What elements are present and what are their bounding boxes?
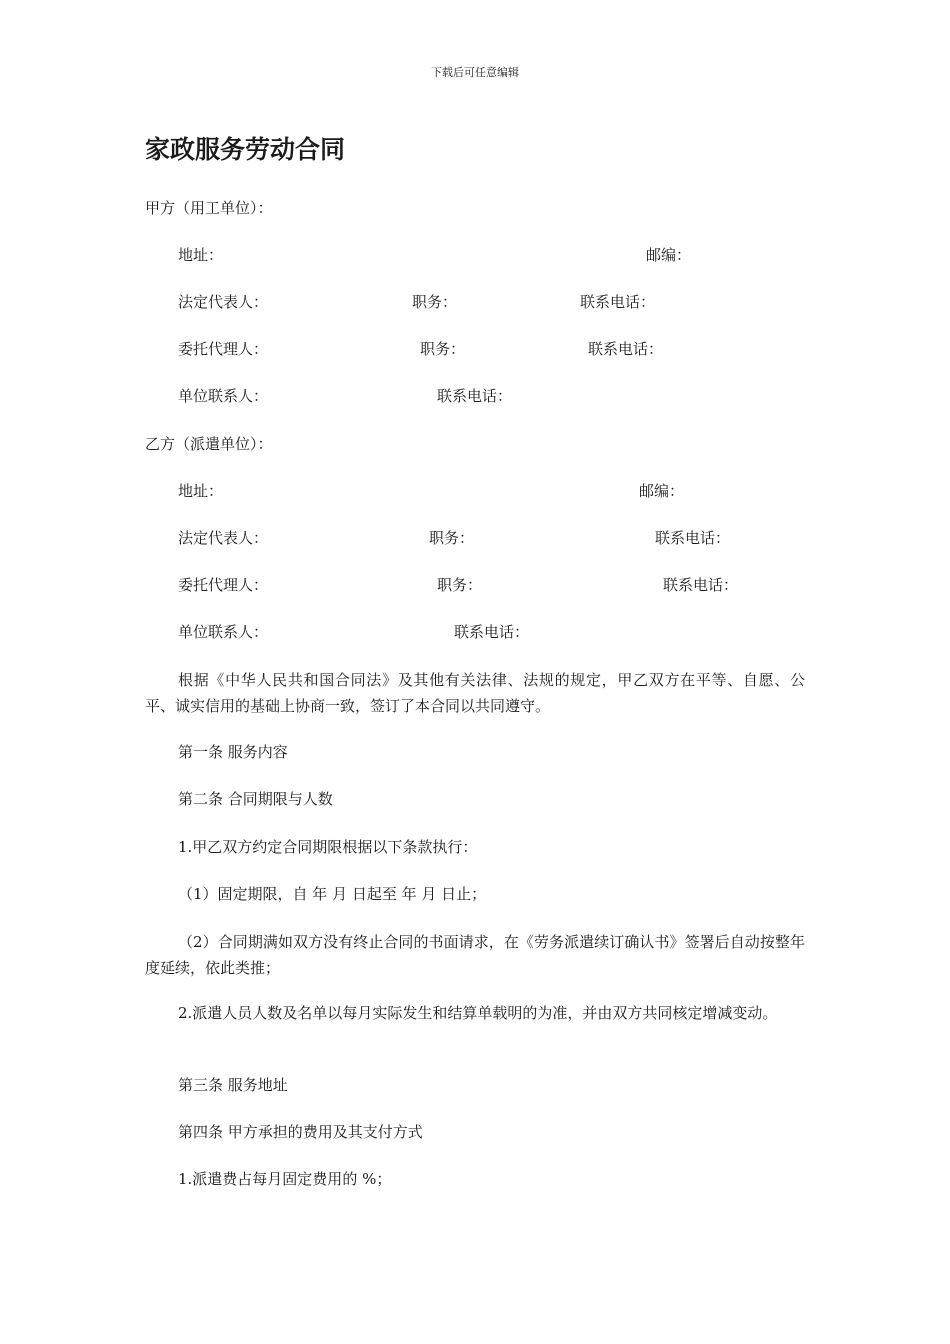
party-b-postcode-label: 邮编： bbox=[639, 482, 685, 500]
article-4-heading: 第四条 甲方承担的费用及其支付方式 bbox=[178, 1123, 423, 1141]
party-b-position-label: 职务： bbox=[429, 529, 475, 547]
party-b-agent-phone-label: 联系电话： bbox=[663, 576, 739, 594]
party-a-postcode-label: 邮编： bbox=[646, 246, 692, 264]
article-3-heading: 第三条 服务地址 bbox=[178, 1076, 288, 1094]
party-a-heading: 甲方（用工单位）： bbox=[145, 199, 273, 217]
party-b-contact-label: 单位联系人： bbox=[178, 623, 269, 641]
page-header-note: 下载后可任意编辑 bbox=[431, 66, 519, 79]
article-2-clause-1-item-2: （2）合同期满如双方没有终止合同的书面请求，在《劳务派遣续订确认书》签署后自动按整年度延续，依此类推； bbox=[145, 933, 805, 977]
party-a-contact-label: 单位联系人： bbox=[178, 387, 269, 405]
article-2-clause-1: 1.甲乙双方约定合同期限根据以下条款执行： bbox=[178, 838, 478, 856]
party-a-contact-phone-label: 联系电话： bbox=[437, 387, 513, 405]
preamble-paragraph: 根据《中华人民共和国合同法》及其他有关法律、法规的规定，甲乙双方在平等、自愿、公平、诚实信用的基础上协商一致，签订了本合同以共同遵守。 bbox=[145, 671, 805, 715]
document-title: 家政服务劳动合同 bbox=[145, 135, 346, 164]
party-b-agent-position-label: 职务： bbox=[437, 576, 483, 594]
party-a-position-label: 职务： bbox=[412, 293, 458, 311]
party-a-phone-label: 联系电话： bbox=[580, 293, 656, 311]
party-b-address-label: 地址： bbox=[178, 482, 224, 500]
article-1-heading: 第一条 服务内容 bbox=[178, 743, 288, 761]
article-2-heading: 第二条 合同期限与人数 bbox=[178, 790, 333, 808]
party-a-agent-phone-label: 联系电话： bbox=[588, 340, 664, 358]
party-b-contact-phone-label: 联系电话： bbox=[454, 623, 530, 641]
party-b-phone-label: 联系电话： bbox=[655, 529, 731, 547]
party-a-address-label: 地址： bbox=[178, 246, 224, 264]
party-a-legal-rep-label: 法定代表人： bbox=[178, 293, 269, 311]
party-b-legal-rep-label: 法定代表人： bbox=[178, 529, 269, 547]
party-b-agent-label: 委托代理人： bbox=[178, 576, 269, 594]
article-4-clause-1: 1.派遣费占每月固定费用的 %； bbox=[178, 1170, 392, 1188]
party-a-agent-label: 委托代理人： bbox=[178, 340, 269, 358]
party-a-agent-position-label: 职务： bbox=[420, 340, 466, 358]
party-b-heading: 乙方（派遣单位）： bbox=[145, 435, 273, 453]
article-2-clause-1-item-1: （1）固定期限，自 年 月 日起至 年 月 日止； bbox=[178, 885, 487, 903]
article-2-clause-2: 2.派遣人员人数及名单以每月实际发生和结算单载明的为准，并由双方共同核定增减变动。 bbox=[178, 1004, 778, 1022]
